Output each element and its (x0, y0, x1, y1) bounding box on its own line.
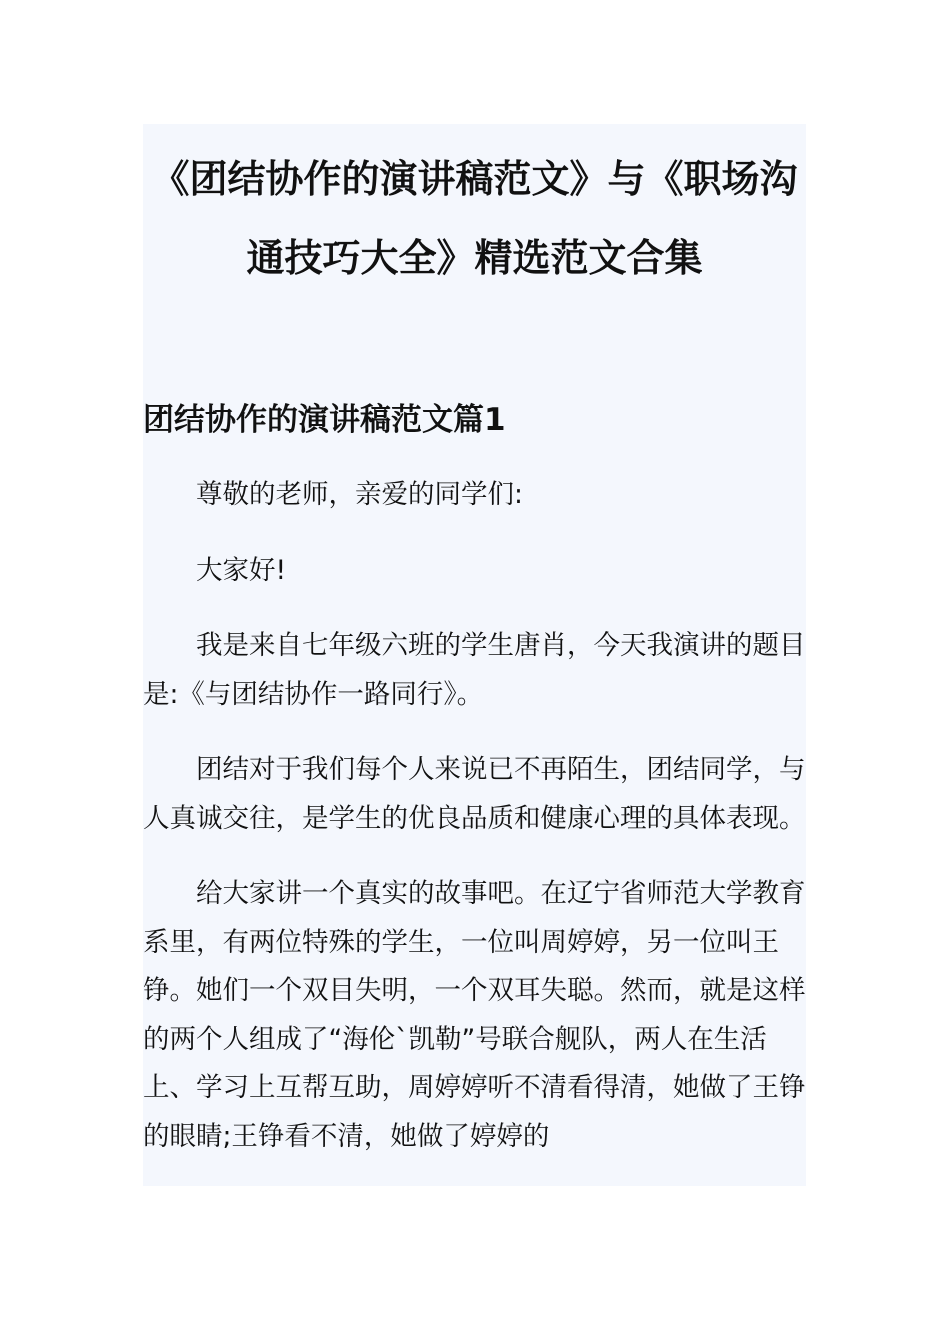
paragraph-greeting: 尊敬的老师，亲爱的同学们: (196, 479, 523, 510)
section-heading: 团结协作的演讲稿范文篇1 (143, 402, 506, 438)
document-title: 《团结协作的演讲稿范文》与《职场沟通技巧大全》精选范文合集 (151, 157, 798, 280)
paragraph-intro: 我是来自七年级六班的学生唐肖，今天我演讲的题目是:《与团结协作一路同行》。 (143, 630, 806, 710)
paragraph-hello: 大家好! (196, 554, 287, 586)
paragraph-story: 给大家讲一个真实的故事吧。在辽宁省师范大学教育系里，有两位特殊的学生，一位叫周婷婷，另一位叫王铮。她们一个双目失明，一个双耳失聪。然而，就是这样的两个人组成了“海伦`凯勒”号联合舰队，两人在生活上、学习上互帮互助，周婷婷听不清看得清，她做了王铮的眼睛;王铮看不清，她做了婷婷的 (143, 878, 806, 1152)
paragraph-unity: 团结对于我们每个人来说已不再陌生，团结同学，与人真诚交往，是学生的优良品质和健康心理的具体表现。 (143, 754, 806, 834)
document-page (143, 124, 806, 1186)
